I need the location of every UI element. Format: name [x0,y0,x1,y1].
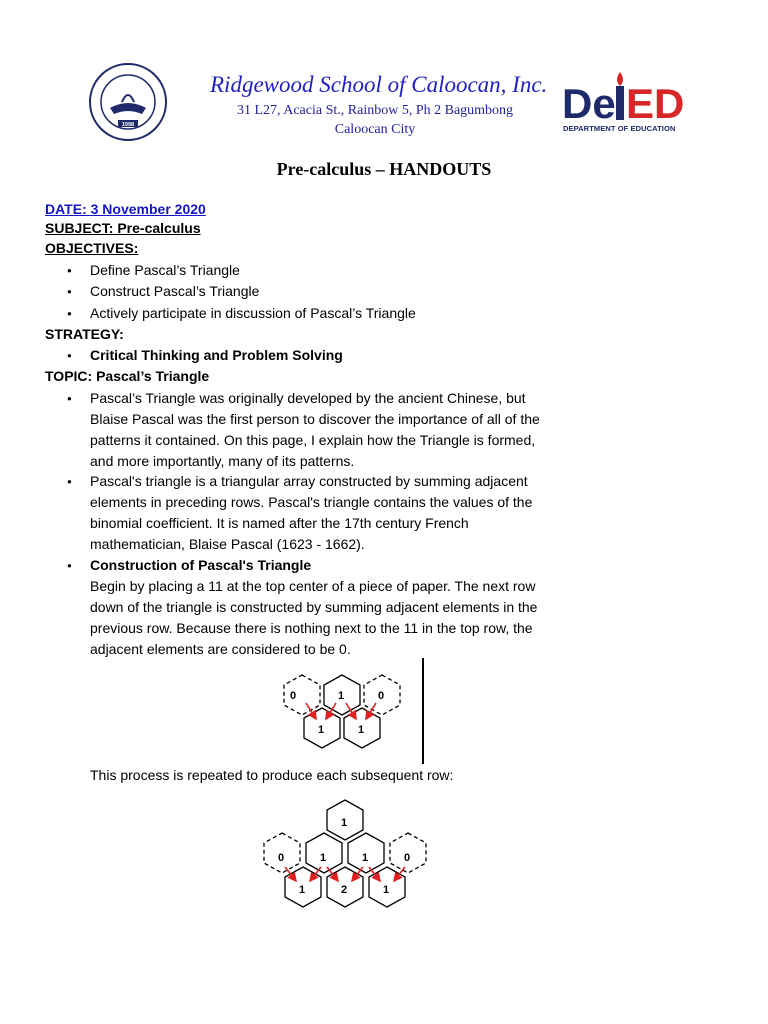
text-line: elements in preceding rows. Pascal's triangle contains the values of the [90,494,533,510]
text-line: Begin by placing a 11 at the top center of a piece of paper. The next row [90,578,536,594]
topic-bullet-2 [67,471,570,555]
cell-value: 0 [290,690,297,702]
topic-bullet-1 [67,388,570,472]
strategy-heading: STRATEGY: [45,326,124,342]
cell-value: 1 [383,884,390,896]
construction-heading: Construction of Pascal's Triangle [90,557,312,573]
text-line: and more importantly, many of its patterns. [90,453,355,469]
objective-item: ● Actively participate in discussion of Pascal’s Triangle [90,303,416,324]
subject-line: SUBJECT: Pre-calculus [45,220,201,236]
text-line: mathematician, Blaise Pascal (1623 - 1662). [90,536,365,552]
seal-year: 1998 [121,122,135,128]
text-line: Blaise Pascal was the first person to discover the importance of all of the [90,411,540,427]
text-line: Pascal’s Triangle was originally developed by the ancient Chinese, but [90,390,526,406]
page-title: Pre-calculus – HANDOUTS [276,159,492,179]
cell-value: 1 [341,817,348,829]
objective-item: ● Define Pascal’s Triangle [90,260,240,281]
deped-subtitle: DEPARTMENT OF EDUCATION [563,124,676,133]
svg-text:ED: ED [626,80,685,127]
cell-value: 1 [362,852,369,864]
address-line-1: 31 L27, Acacia St., Rainbow 5, Ph 2 Bagumbong [236,103,514,118]
svg-text:De: De [562,80,616,127]
text-line: down of the triangle is constructed by summing adjacent elements in the [90,599,538,615]
strategy-item: ● Critical Thinking and Problem Solving [90,345,343,366]
pascal-diagram-row3 [255,795,435,915]
text-line: previous row. Because there is nothing next to the 11 in the top row, the [90,620,533,636]
cell-value: 1 [299,884,306,896]
school-seal-logo [88,62,168,142]
cell-value: 1 [318,724,325,736]
bullet-dot: ● [67,561,72,570]
objectives-heading: OBJECTIVES: [45,240,139,256]
topic-heading: TOPIC: Pascal’s Triangle [45,368,210,384]
cell-value: 1 [338,690,345,702]
cell-value: 0 [278,852,285,864]
pascal-diagram-row2 [280,665,410,755]
cell-value: 1 [358,724,365,736]
construction-section [67,555,570,660]
bullet-dot: ● [67,477,72,486]
text-line: patterns it contained. On this page, I explain how the Triangle is formed, [90,432,536,448]
school-address [205,101,545,139]
text-line: Pascal's triangle is a triangular array constructed by summing adjacent [90,473,528,489]
repeat-text: This process is repeated to produce each subsequent row: [90,767,454,783]
cell-value: 2 [341,884,348,896]
cell-value: 0 [378,690,385,702]
vertical-divider [422,658,424,764]
objective-item: ● Construct Pascal’s Triangle [90,281,259,302]
date-line: DATE: 3 November 2020 [45,201,206,217]
address-line-2: Caloocan City [334,122,416,137]
text-line: adjacent elements are considered to be 0. [90,641,351,657]
bullet-dot: ● [67,394,72,403]
school-name: Ridgewood School of Caloocan, Inc. [210,72,548,97]
cell-value: 1 [320,852,327,864]
text-line: binomial coefficient. It is named after the 17th century French [90,515,469,531]
cell-value: 0 [404,852,411,864]
